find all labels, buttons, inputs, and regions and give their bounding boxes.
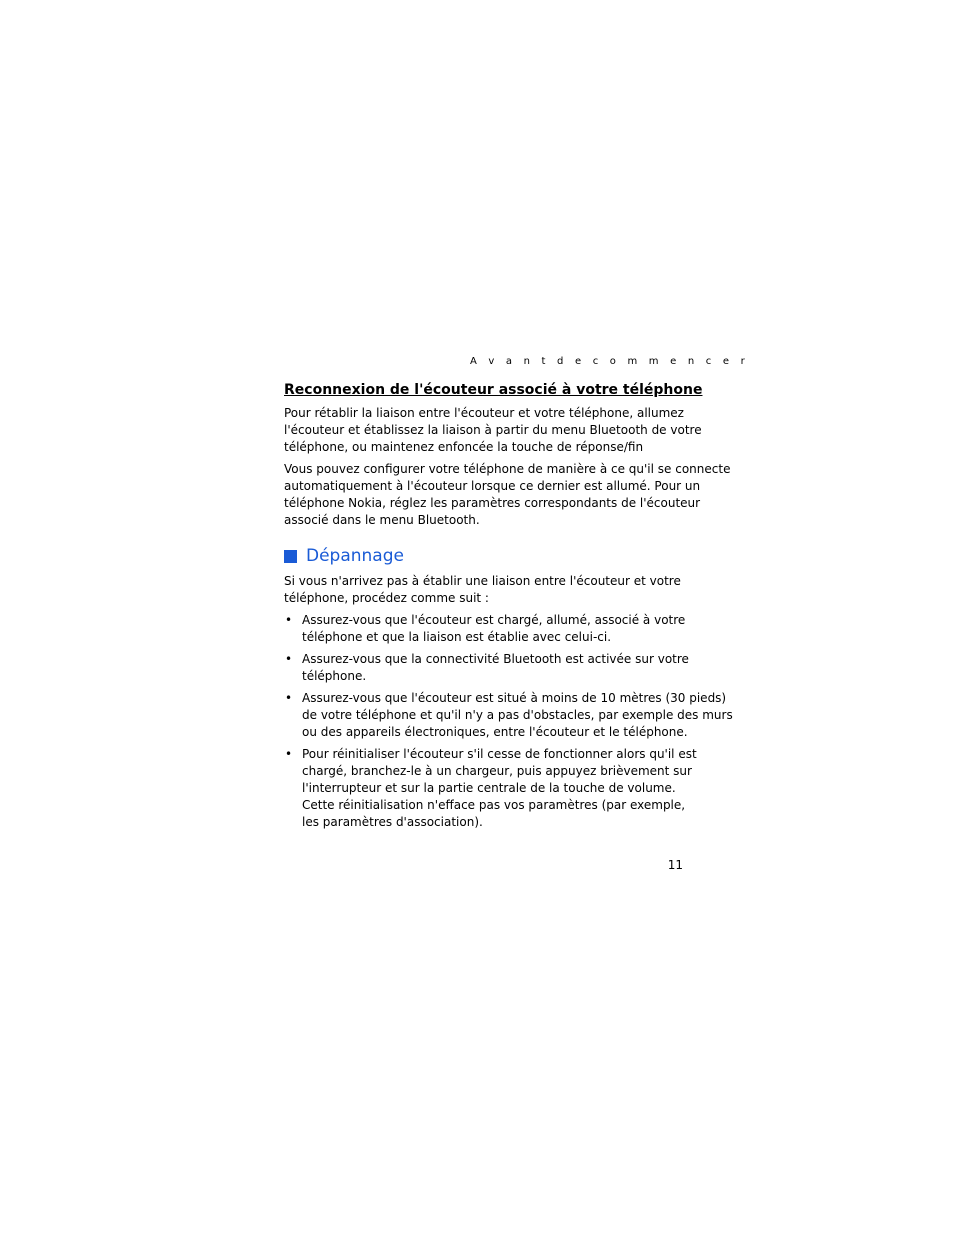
text-line: les paramètres d'association).: [302, 815, 483, 829]
square-bullet-icon: [284, 550, 297, 563]
troubleshoot-list: [284, 612, 733, 831]
text-line: automatiquement à l'écouteur lorsque ce dernier est allumé. Pour un: [284, 479, 701, 493]
paragraph-reconnect-2: [284, 461, 731, 529]
paragraph-reconnect-1: [284, 405, 702, 456]
running-header: A v a n t d e c o m m e n c e r: [470, 356, 749, 367]
text-line: Assurez-vous que l'écouteur est situé à moins de 10 mètres (30 pieds): [302, 691, 727, 705]
text-line: téléphone et que la liaison est établie avec celui-ci.: [302, 630, 612, 644]
text-line: Assurez-vous que l'écouteur est chargé, allumé, associé à votre: [302, 613, 686, 627]
text-line: Cette réinitialisation n'efface pas vos paramètres (par exemple,: [302, 798, 686, 812]
bullet-icon: •: [285, 691, 293, 705]
text-line: téléphone Nokia, réglez les paramètres correspondants de l'écouteur: [284, 496, 701, 510]
text-line: Pour réinitialiser l'écouteur s'il cesse de fonctionner alors qu'il est: [302, 747, 697, 761]
text-line: Pour rétablir la liaison entre l'écouteur et votre téléphone, allumez: [284, 406, 684, 420]
bullet-icon: •: [285, 747, 293, 761]
subsection-heading: Reconnexion de l'écouteur associé à votre téléphone: [284, 382, 703, 398]
list-item: [284, 651, 689, 685]
text-line: chargé, branchez-le à un chargeur, puis appuyez brièvement sur: [302, 764, 692, 778]
list-item: [284, 612, 684, 646]
section-heading-label: Dépannage: [306, 546, 404, 566]
page-number: 11: [667, 858, 683, 872]
page-content: [284, 380, 733, 836]
text-line: Si vous n'arrivez pas à établir une liaison entre l'écouteur et votre: [284, 574, 681, 588]
text-line: Assurez-vous que la connectivité Bluetooth est activée sur votre: [302, 652, 689, 666]
text-line: ou des appareils électroniques, entre l'écouteur et le téléphone.: [302, 725, 688, 739]
bullet-icon: •: [285, 613, 293, 627]
paragraph-troubleshoot-intro: [284, 573, 684, 607]
text-line: l'interrupteur et sur la partie centrale de la touche de volume.: [302, 781, 676, 795]
section-heading-troubleshooting: [284, 545, 684, 567]
text-line: de votre téléphone et qu'il n'y a pas d'obstacles, par exemple des murs: [302, 708, 733, 722]
text-line: téléphone, procédez comme suit :: [284, 591, 489, 605]
list-item: [284, 746, 697, 831]
text-line: associé dans le menu Bluetooth.: [284, 513, 480, 527]
text-line: téléphone, ou maintenez enfoncée la touche de réponse/fin: [284, 440, 644, 454]
bullet-icon: •: [285, 652, 293, 666]
text-line: téléphone.: [302, 669, 367, 683]
list-item: [284, 690, 733, 741]
text-line: Vous pouvez configurer votre téléphone de manière à ce qu'il se connecte: [284, 462, 731, 476]
text-line: l'écouteur et établissez la liaison à partir du menu Bluetooth de votre: [284, 423, 702, 437]
